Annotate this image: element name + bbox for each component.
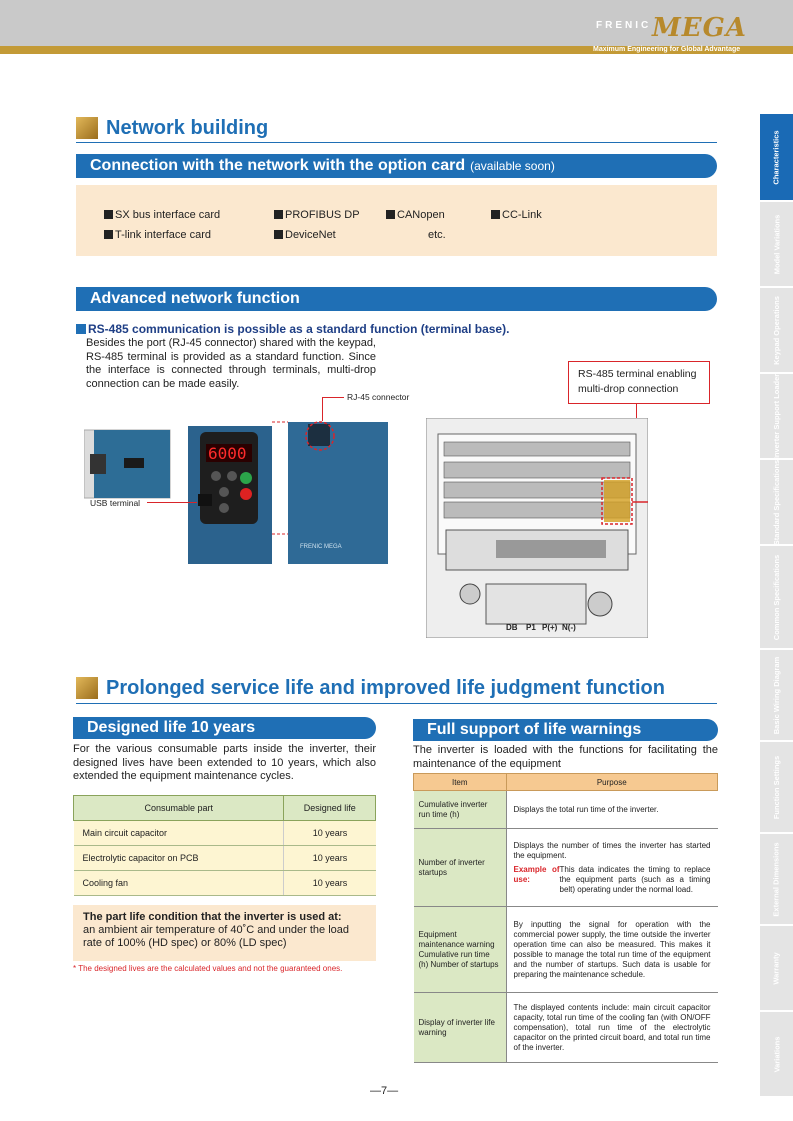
table-row: Display of inverter life warning The displayed contents include: main circuit capacitor capacity, total run time of the cooling fan (with ON/OFF compensation), total run time of the electrolytic capacitor on the printed circuit board, and total run time of the inverter.	[414, 993, 718, 1063]
life-warning-bar: Full support of life warnings	[413, 719, 718, 741]
table-row: Electrolytic capacitor on PCB 10 years	[74, 846, 376, 871]
usb-label: USB terminal	[90, 498, 141, 508]
terminal-label-n: N(-)	[562, 623, 576, 632]
example-text: This data indicates the timing to replace the equipment parts (such as a timing belt) operating under the normal load.	[559, 864, 711, 894]
network-title: Network building	[106, 117, 269, 139]
life-warning-table	[413, 773, 718, 1063]
side-tab-common-specs[interactable]: Common Specifications	[760, 546, 793, 650]
table-row: Main circuit capacitor 10 years	[74, 821, 376, 846]
option-etc: etc.	[428, 229, 446, 241]
terminal-label-db: DB	[506, 623, 518, 632]
table-header: Item	[414, 774, 507, 791]
option-item: SX bus interface card	[104, 209, 220, 221]
side-tab-standard-specs[interactable]: Standard Specifications	[760, 460, 793, 546]
mega-logo: MEGA	[652, 13, 747, 43]
side-tab-characteristics[interactable]: Characteristics	[760, 114, 793, 202]
life-warning-text: The inverter is loaded with the functions for facilitating the maintenance of the equipment	[413, 744, 718, 770]
condition-text: an ambient air temperature of 40˚C and under the load rate of 100% (HD spec) or 80% (LD spec)	[83, 924, 349, 949]
keypad-display: 6000	[208, 444, 247, 463]
side-tab-function-settings[interactable]: Function Settings	[760, 742, 793, 834]
rs485-heading: RS-485 communication is possible as a standard function (terminal base).	[76, 322, 509, 336]
section-marker	[76, 117, 98, 139]
side-tab-variations[interactable]: Variations	[760, 1012, 793, 1098]
option-item: T-link interface card	[104, 229, 211, 241]
slogan: Maximum Engineering for Global Advantage	[593, 46, 741, 53]
life-title: Prolonged service life and improved life judgment function	[106, 677, 665, 699]
rs485-callout: RS-485 terminal enabling multi-drop connection	[568, 361, 710, 404]
designed-life-text: For the various consumable parts inside the inverter, their designed lives have been extended to 10 years, which also extended the equipment maintenance cycles.	[73, 743, 376, 782]
side-tab-wiring-diagram[interactable]: Basic Wiring Diagram	[760, 650, 793, 742]
terminal-photo	[426, 418, 648, 638]
option-card-bar: Connection with the network with the option card (available soon)	[76, 154, 717, 178]
table-row: Cumulative inverter run time (h) Displays the total run time of the inverter.	[414, 791, 718, 829]
side-tab-external-dimensions[interactable]: External Dimensions	[760, 834, 793, 926]
side-tab-support-loader[interactable]: Inverter Support Loader	[760, 374, 793, 460]
brand-text: FRENIC	[596, 20, 652, 31]
section-marker	[76, 677, 98, 699]
table-header: Consumable part	[74, 796, 284, 821]
side-tab-warranty[interactable]: Warranty	[760, 926, 793, 1012]
section-line	[76, 142, 717, 143]
inverter-photo	[84, 418, 394, 568]
condition-box	[73, 905, 376, 961]
designed-life-bar: Designed life 10 years	[73, 717, 376, 739]
rj45-label: RJ-45 connector	[347, 392, 410, 402]
rs485-text: Besides the port (RJ-45 connector) shared with the keypad, RS-485 terminal is provided as a standard function. Since the interface is connected through terminals, multi-drop connection can be made easily.	[86, 337, 376, 390]
table-row: Number of inverter startups Displays the number of times the inverter has started the equipment. Example of use: This data indicates the timing to replace the equipment parts (such as a timing belt) operating under the normal load.	[414, 829, 718, 907]
table-header: Purpose	[506, 774, 718, 791]
option-item: CC-Link	[491, 209, 542, 221]
condition-heading: The part life condition that the inverter is used at:	[83, 911, 342, 923]
option-item: DeviceNet	[274, 229, 336, 241]
option-item: PROFIBUS DP	[274, 209, 360, 221]
side-tab-model-variations[interactable]: Model Variations	[760, 202, 793, 288]
table-header: Designed life	[284, 796, 376, 821]
example-label: Example of use:	[513, 864, 560, 884]
table-row: Cooling fan 10 years	[74, 871, 376, 896]
footnote: * The designed lives are the calculated values and not the guaranteed ones.	[73, 964, 343, 973]
side-tab-keypad-operations[interactable]: Keypad Operations	[760, 288, 793, 374]
section-line	[76, 703, 717, 704]
designed-life-table	[73, 795, 376, 896]
page-number: —7—	[370, 1085, 399, 1097]
panel-brand: FRENIC MEGA	[300, 544, 342, 550]
table-row: Equipment maintenance warning Cumulative run time (h) Number of startups By inputting the signal for operation with the commercial power supply, the time outside the inverter operation time can also be measured. This makes it possible to manage the total run time of the equipment and the number of startups. Such data is usable for preparing the maintenance schedule.	[414, 907, 718, 993]
rj45-leader	[322, 397, 344, 398]
usb-leader	[147, 502, 197, 503]
terminal-label-p: P(+)	[542, 623, 558, 632]
option-item: CANopen	[386, 209, 445, 221]
terminal-label-p1: P1	[526, 623, 536, 632]
advanced-network-bar: Advanced network function	[76, 287, 717, 311]
